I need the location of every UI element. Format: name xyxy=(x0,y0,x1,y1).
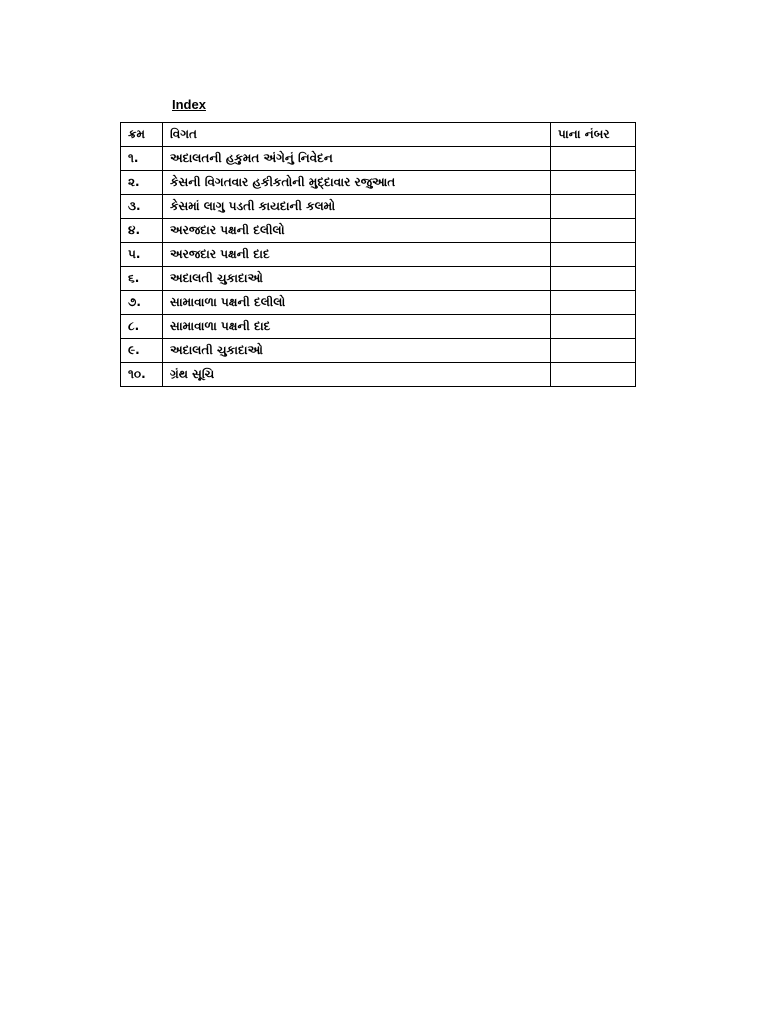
header-detail: વિગત xyxy=(163,123,551,147)
row-detail: અદાલતી ચુકાદાઓ xyxy=(163,267,551,291)
table-row xyxy=(121,291,636,315)
row-page-number xyxy=(551,171,636,195)
row-detail: અદાલતની હકુમત અંગેનું નિવેદન xyxy=(163,147,551,171)
row-serial: ૮. xyxy=(121,315,163,339)
row-detail: અદાલતી ચુકાદાઓ xyxy=(163,339,551,363)
row-serial: ૫. xyxy=(121,243,163,267)
header-serial: ક્રમ xyxy=(121,123,163,147)
row-serial: ૧. xyxy=(121,147,163,171)
table-row xyxy=(121,171,636,195)
row-serial: ૧૦. xyxy=(121,363,163,387)
table-row xyxy=(121,195,636,219)
row-detail: કેસની વિગતવાર હકીકતોની મુદ્દાવાર રજુઆત xyxy=(163,171,551,195)
index-title: Index xyxy=(172,97,206,112)
row-page-number xyxy=(551,219,636,243)
table-row xyxy=(121,339,636,363)
table-row xyxy=(121,219,636,243)
table-row xyxy=(121,243,636,267)
row-page-number xyxy=(551,147,636,171)
row-page-number xyxy=(551,363,636,387)
row-page-number xyxy=(551,315,636,339)
row-page-number xyxy=(551,291,636,315)
row-page-number xyxy=(551,243,636,267)
table-row xyxy=(121,267,636,291)
table-row xyxy=(121,363,636,387)
row-serial: ૭. xyxy=(121,291,163,315)
row-detail: અરજદાર પક્ષની દલીલો xyxy=(163,219,551,243)
table-row xyxy=(121,147,636,171)
index-table xyxy=(120,122,636,387)
table-header-row xyxy=(121,123,636,147)
row-detail: અરજદાર પક્ષની દાદ xyxy=(163,243,551,267)
row-serial: ૩. xyxy=(121,195,163,219)
row-serial: ૨. xyxy=(121,171,163,195)
row-serial: ૯. xyxy=(121,339,163,363)
row-detail: કેસમાં લાગુ પડતી કાયદાની કલમો xyxy=(163,195,551,219)
row-serial: ૬. xyxy=(121,267,163,291)
row-detail: સામાવાળા પક્ષની દલીલો xyxy=(163,291,551,315)
table-row xyxy=(121,315,636,339)
row-page-number xyxy=(551,267,636,291)
row-detail: સામાવાળા પક્ષની દાદ xyxy=(163,315,551,339)
row-page-number xyxy=(551,195,636,219)
header-page-number: પાના નંબર xyxy=(551,123,636,147)
row-page-number xyxy=(551,339,636,363)
row-detail: ગ્રંથ સૂચિ xyxy=(163,363,551,387)
row-serial: ૪. xyxy=(121,219,163,243)
